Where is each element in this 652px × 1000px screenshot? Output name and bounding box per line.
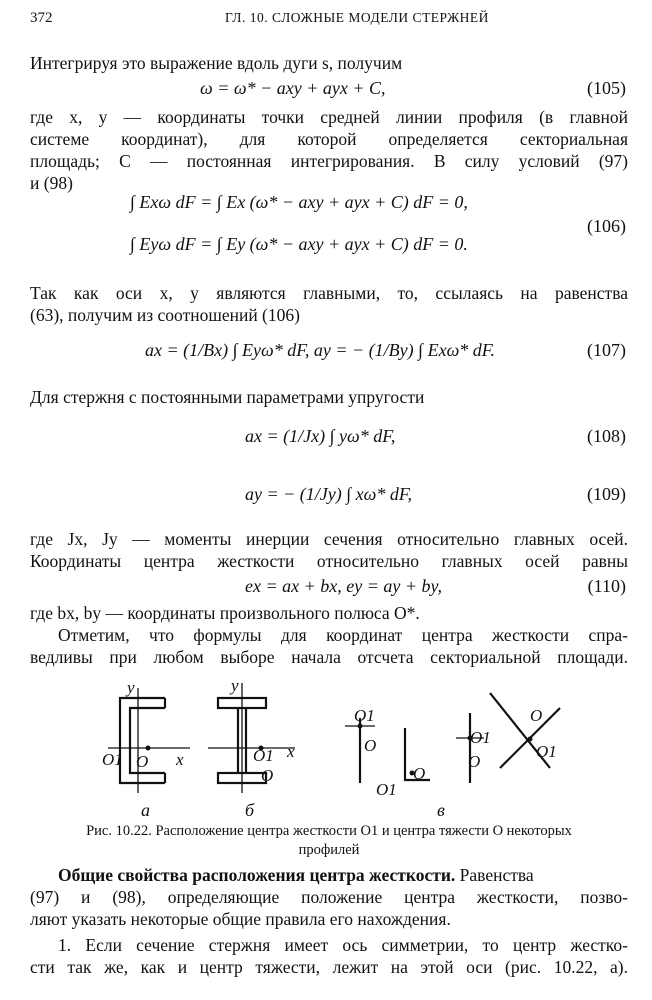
equation-108: ax = (1/Jx) ∫ yω* dF, xyxy=(245,426,396,446)
label-y: y xyxy=(127,678,135,697)
label-x: x xyxy=(287,742,295,761)
label-o: O xyxy=(136,752,149,771)
subfigure-label-b: б xyxy=(245,800,255,820)
section-heading: Общие свойства расположения центра жесткости. xyxy=(58,865,456,885)
equation-106b: ∫ Eyω dF = ∫ Ey (ω* − axy + ayx + C) dF = 0. xyxy=(130,234,468,254)
equation-109: ay = − (1/Jy) ∫ xω* dF, xyxy=(245,484,413,504)
paragraph-line: где x, y — координаты точки средней линии профиля (в главной xyxy=(30,107,628,127)
paragraph-line: ведливы при любом выборе начала отсчета секториальной площади. xyxy=(30,647,628,667)
page-number: 372 xyxy=(30,10,53,26)
heading-continuation: Равенства xyxy=(455,865,534,885)
paragraph-line: площадь; C — постоянная интегрирования. В силу условий (97) xyxy=(30,151,628,171)
paragraph-line: (63), получим из соотношений (106) xyxy=(30,305,300,325)
equation-number-107: (107) xyxy=(587,340,626,360)
paragraph-line: Интегрируя это выражение вдоль дуги s, получим xyxy=(30,53,403,73)
paragraph-line: сти так же, как и центр тяжести, лежит на этой оси (рис. 10.22, а). xyxy=(30,957,628,977)
equation-number-105: (105) xyxy=(587,78,626,98)
label-o1: O1 xyxy=(354,706,375,725)
paragraph-line: 1. Если сечение стержня имеет ось симметрии, то центр жестко- xyxy=(58,935,628,955)
equation-number-106: (106) xyxy=(587,216,626,236)
label-o1: O1 xyxy=(470,728,491,747)
equation-number-110: (110) xyxy=(587,576,626,596)
page-header xyxy=(30,10,630,32)
paragraph-line: где Jx, Jy — моменты инерции сечения относительно главных осей. xyxy=(30,529,628,549)
label-o: O xyxy=(468,752,481,771)
equation-number-109: (109) xyxy=(587,484,626,504)
subfigure-label-c: в xyxy=(437,800,445,820)
paragraph-line: где bx, by — координаты произвольного полюса O*. xyxy=(30,603,420,623)
running-title: ГЛ. 10. СЛОЖНЫЕ МОДЕЛИ СТЕРЖНЕЙ xyxy=(225,10,489,25)
equation-number-108: (108) xyxy=(587,426,626,446)
label-o: O xyxy=(530,706,543,725)
label-o: O xyxy=(413,764,426,783)
label-x: x xyxy=(176,750,184,769)
figure-caption: Рис. 10.22. Расположение центра жесткости O1 и центра тяжести O некоторых xyxy=(86,823,572,839)
equation-107: ax = (1/Bx) ∫ Eyω* dF, ay = − (1/By) ∫ Exω* dF. xyxy=(145,340,495,360)
label-o: O xyxy=(261,766,274,785)
paragraph-line: Так как оси x, y являются главными, то, ссылаясь на равенства xyxy=(30,283,628,303)
label-y: y xyxy=(231,676,239,695)
label-o1: O1 xyxy=(102,750,123,769)
paragraph-line: системе координат), для которой определяется секториальная xyxy=(30,129,628,149)
paragraph-line xyxy=(30,864,628,886)
paragraph-line: и (98) xyxy=(30,173,73,193)
center-dot xyxy=(146,746,151,751)
equation-105: ω = ω* − axy + ayx + C, xyxy=(200,78,386,98)
paragraph-line: (97) и (98), определяющие положение центра жесткости, позво- xyxy=(30,887,628,907)
equation-106a: ∫ Exω dF = ∫ Ex (ω* − axy + ayx + C) dF = 0, xyxy=(130,192,468,212)
subfigure-label-a: а xyxy=(141,800,150,820)
paragraph-line: ляют указать некоторые общие правила его нахождения. xyxy=(30,909,451,929)
center-dot xyxy=(528,737,533,742)
label-o: O xyxy=(364,736,377,755)
label-o1: O1 xyxy=(376,780,397,799)
paragraph-line: Отметим, что формулы для координат центра жесткости спра- xyxy=(58,625,628,645)
figure-caption: профилей xyxy=(298,842,360,858)
paragraph-line: Координаты центра жесткости относительно главных осей равны xyxy=(30,551,628,571)
equation-110: ex = ax + bx, ey = ay + by, xyxy=(245,576,443,596)
label-o1: O1 xyxy=(253,746,274,765)
label-o1: O1 xyxy=(536,742,557,761)
paragraph-line: Для стержня с постоянными параметрами упругости xyxy=(30,387,425,407)
figure-10-22 xyxy=(90,678,570,830)
